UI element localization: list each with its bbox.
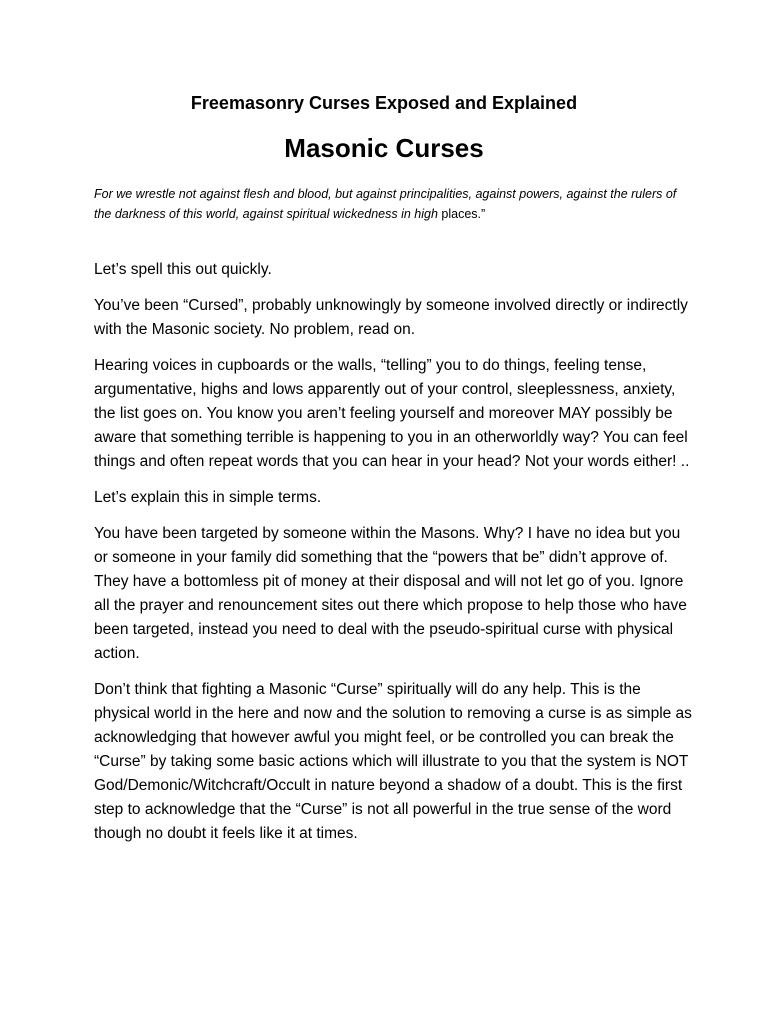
paragraph-intro: Let’s spell this out quickly. [94, 261, 272, 278]
paragraph-targeted: You have been targeted by someone within the Masons. Why? I have no idea but you or someone in your family did something that the “powers that be” didn’t approve of. They have a bottomless pit of money at their disposal and will not let go of you. Ignore all the prayer and renouncement sites out there which propose to help those who have been targeted, instead you need to deal with the pseudo-spiritual curse with physical action. [94, 525, 687, 662]
document-subtitle: Freemasonry Curses Exposed and Explained [190, 93, 578, 113]
epigraph-italic-text: For we wrestle not against flesh and blood, but against principalities, against powers, against the rulers of the darkness of this world, against spiritual wickedness in high [94, 187, 677, 221]
paragraph-physical-action: Don’t think that fighting a Masonic “Curse” spiritually will do any help. This is the physical world in the here and now and the solution to removing a curse is as simple as acknowledging that however awful you might feel, or be controlled you can break the “Curse” by taking some basic actions which will illustrate to you that the system is NOT God/Demonic/Witchcraft/Occult in nature beyond a shadow of a doubt. This is the first step to acknowledge that the “Curse” is not all powerful in the true sense of the word though no doubt it feels like it at times. [94, 681, 692, 842]
paragraph-cursed: You’ve been “Cursed”, probably unknowingly by someone involved directly or indirectly with the Masonic society. No problem, read on. [94, 297, 688, 338]
epigraph-quote [94, 184, 694, 224]
paragraph-symptoms: Hearing voices in cupboards or the walls, “telling” you to do things, feeling tense, argumentative, highs and lows apparently out of your control, sleeplessness, anxiety, the list goes on. You know you aren’t feeling yourself and moreover MAY possibly be aware that something terrible is happening to you in an otherworldly way? You can feel things and often repeat words that you can hear in your head? Not your words either! .. [94, 357, 690, 470]
document-title: Masonic Curses [284, 133, 484, 163]
document-body [94, 258, 694, 858]
epigraph-tail-text: places.” [437, 207, 486, 221]
paragraph-explain: Let’s explain this in simple terms. [94, 489, 322, 506]
